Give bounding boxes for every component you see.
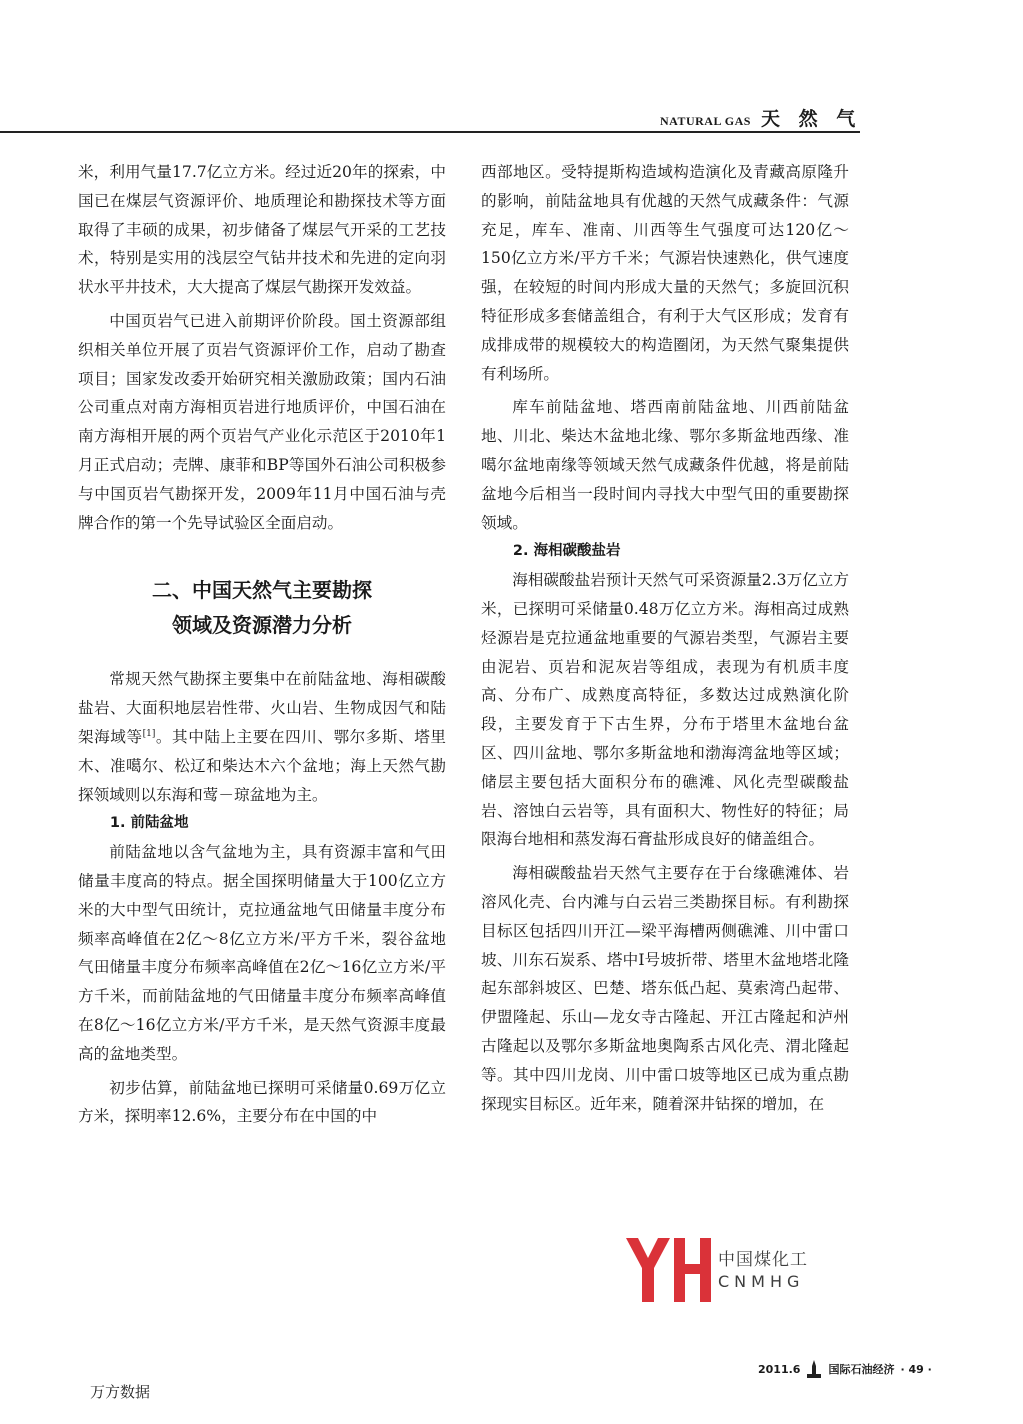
paragraph-text: 。其中陆上主要在四川、鄂尔多斯、塔里木、准噶尔、松辽和柴达木六个盆地；海上天然气勘探领域则以东海和莺－琼盆地为主。: [78, 727, 446, 804]
header-chinese-title: 天 然 气: [760, 108, 862, 130]
reference-mark: [1]: [142, 728, 156, 739]
subheading: 1. 前陆盆地: [109, 815, 189, 832]
section-heading-line: 领域及资源潜力分析: [172, 613, 352, 638]
watermark-logo-icon: [622, 1232, 714, 1304]
paragraph: 中国页岩气已进入前期评价阶段。国土资源部组织相关单位开展了页岩气资源评价工作，启动了勘查项目；国家发改委开始研究相关激励政策；国内石油公司重点对南方海相页岩进行地质评价，中国石油在南方海相开展的两个页岩气产业化示范区于2010年1月正式启动；壳牌、康菲和BP等国外石油公司积极参与中国页岩气勘探开发，2009年11月中国石油与壳牌合作的第一个先导试验区全面启动。: [78, 311, 446, 532]
paragraph: 西部地区。受特提斯构造域构造演化及青藏高原隆升的影响，前陆盆地具有优越的天然气成藏条件：气源充足，库车、准南、川西等生气强度可达120亿～150亿立方米/平方千米；气源岩快速熟化，供气速度强，在较短的时间内形成大量的天然气；多旋回沉积特征形成多套储盖组合，有利于大气区形成；发育有成排成带的规模较大的构造圈闭，为天然气聚集提供有利场所。: [481, 163, 849, 383]
header-rule: [0, 131, 860, 133]
footer-date: 2011.6: [758, 1362, 801, 1376]
paragraph: 米，利用气量17.7亿立方米。经过近20年的探索，中国已在煤层气资源评价、地质理论和勘探技术等方面取得了丰硕的成果，初步储备了煤层气开采的工艺技术，特别是实用的浅层空气钻井技术和先进的定向羽状水平井技术，大大提高了煤层气勘探开发效益。: [78, 163, 446, 297]
source-label: 万方数据: [90, 1383, 151, 1401]
watermark-english: CNMHG: [718, 1272, 805, 1291]
watermark-chinese: 中国煤化工: [718, 1250, 808, 1270]
paragraph-text: 常规天然气勘探主要集中在前陆盆地、海相碳酸盐岩、大面积地层岩性带、火山岩、生物成因气和陆架海域等: [78, 670, 446, 746]
running-header: [660, 104, 861, 134]
paragraph: [78, 665, 446, 809]
paragraph: 初步估算，前陆盆地已探明可采储量0.69万亿立方米，探明率12.6%，主要分布在中国的中: [78, 1078, 446, 1126]
footer-journal: 国际石油经济: [828, 1363, 895, 1376]
paragraph: 前陆盆地以含气盆地为主，具有资源丰富和气田储量丰度高的特点。据全国探明储量大于100亿立方米的大中型气田统计，克拉通盆地气田储量丰度分布频率高峰值在2亿～8亿立方米/平方千米，裂谷盆地气田储量丰度分布频率高峰值在2亿～16亿立方米/平方千米，而前陆盆地的气田储量丰度分布频率高峰值在8亿～16亿立方米/平方千米，是天然气资源丰度最高的盆地类型。: [78, 843, 446, 1063]
paragraph: 海相碳酸盐岩天然气主要存在于台缘礁滩体、岩溶风化壳、台内滩与白云岩三类勘探目标。有利勘探目标区包括四川开江—梁平海槽两侧礁滩、川中雷口坡、川东石炭系、塔中I号坡折带、塔里木盆地塔北隆起东部斜坡区、巴楚、塔东低凸起、莫索湾凸起带、伊盟隆起、乐山—龙女寺古隆起、开江古隆起和泸州古隆起以及鄂尔多斯盆地奥陶系古风化壳、渭北隆起等。其中四川龙岗、川中雷口坡等地区已成为重点勘探现实目标区。近年来，随着深井钻探的增加，在: [481, 864, 849, 1113]
paragraph: 库车前陆盆地、塔西南前陆盆地、川西前陆盆地、川北、柴达木盆地北缘、鄂尔多斯盆地西缘、准噶尔盆地南缘等领域天然气成藏条件优越，将是前陆盆地今后相当一段时间内寻找大中型气田的重要勘探领域。: [481, 398, 849, 532]
subheading: 2. 海相碳酸盐岩: [512, 543, 621, 560]
section-heading: [78, 573, 446, 643]
journal-logo-icon: [806, 1360, 822, 1378]
right-column: [481, 158, 849, 1118]
header-english-title: NATURAL GAS: [660, 114, 751, 128]
footer-page-number: · 49 ·: [900, 1362, 932, 1376]
page-footer: [758, 1360, 932, 1378]
section-heading-line: 二、中国天然气主要勘探: [152, 578, 372, 603]
paragraph: 海相碳酸盐岩预计天然气可采资源量2.3万亿立方米，已探明可采储量0.48万亿立方米。海相高过成熟烃源岩是克拉通盆地重要的气源岩类型，气源岩主要由泥岩、页岩和泥灰岩等组成，表现为有机质丰度高、分布广、成熟度高特征，多数达过成熟演化阶段，主要发育于下古生界，分布于塔里木盆地台盆区、四川盆地、鄂尔多斯盆地和渤海湾盆地等区域；储层主要包括大面积分布的礁滩、风化壳型碳酸盐岩、溶蚀白云岩等，具有面积大、物性好的特征；局限海台地相和蒸发海石膏盐形成良好的储盖组合。: [481, 571, 849, 849]
left-column: [78, 158, 446, 1131]
watermark: [622, 1232, 832, 1304]
